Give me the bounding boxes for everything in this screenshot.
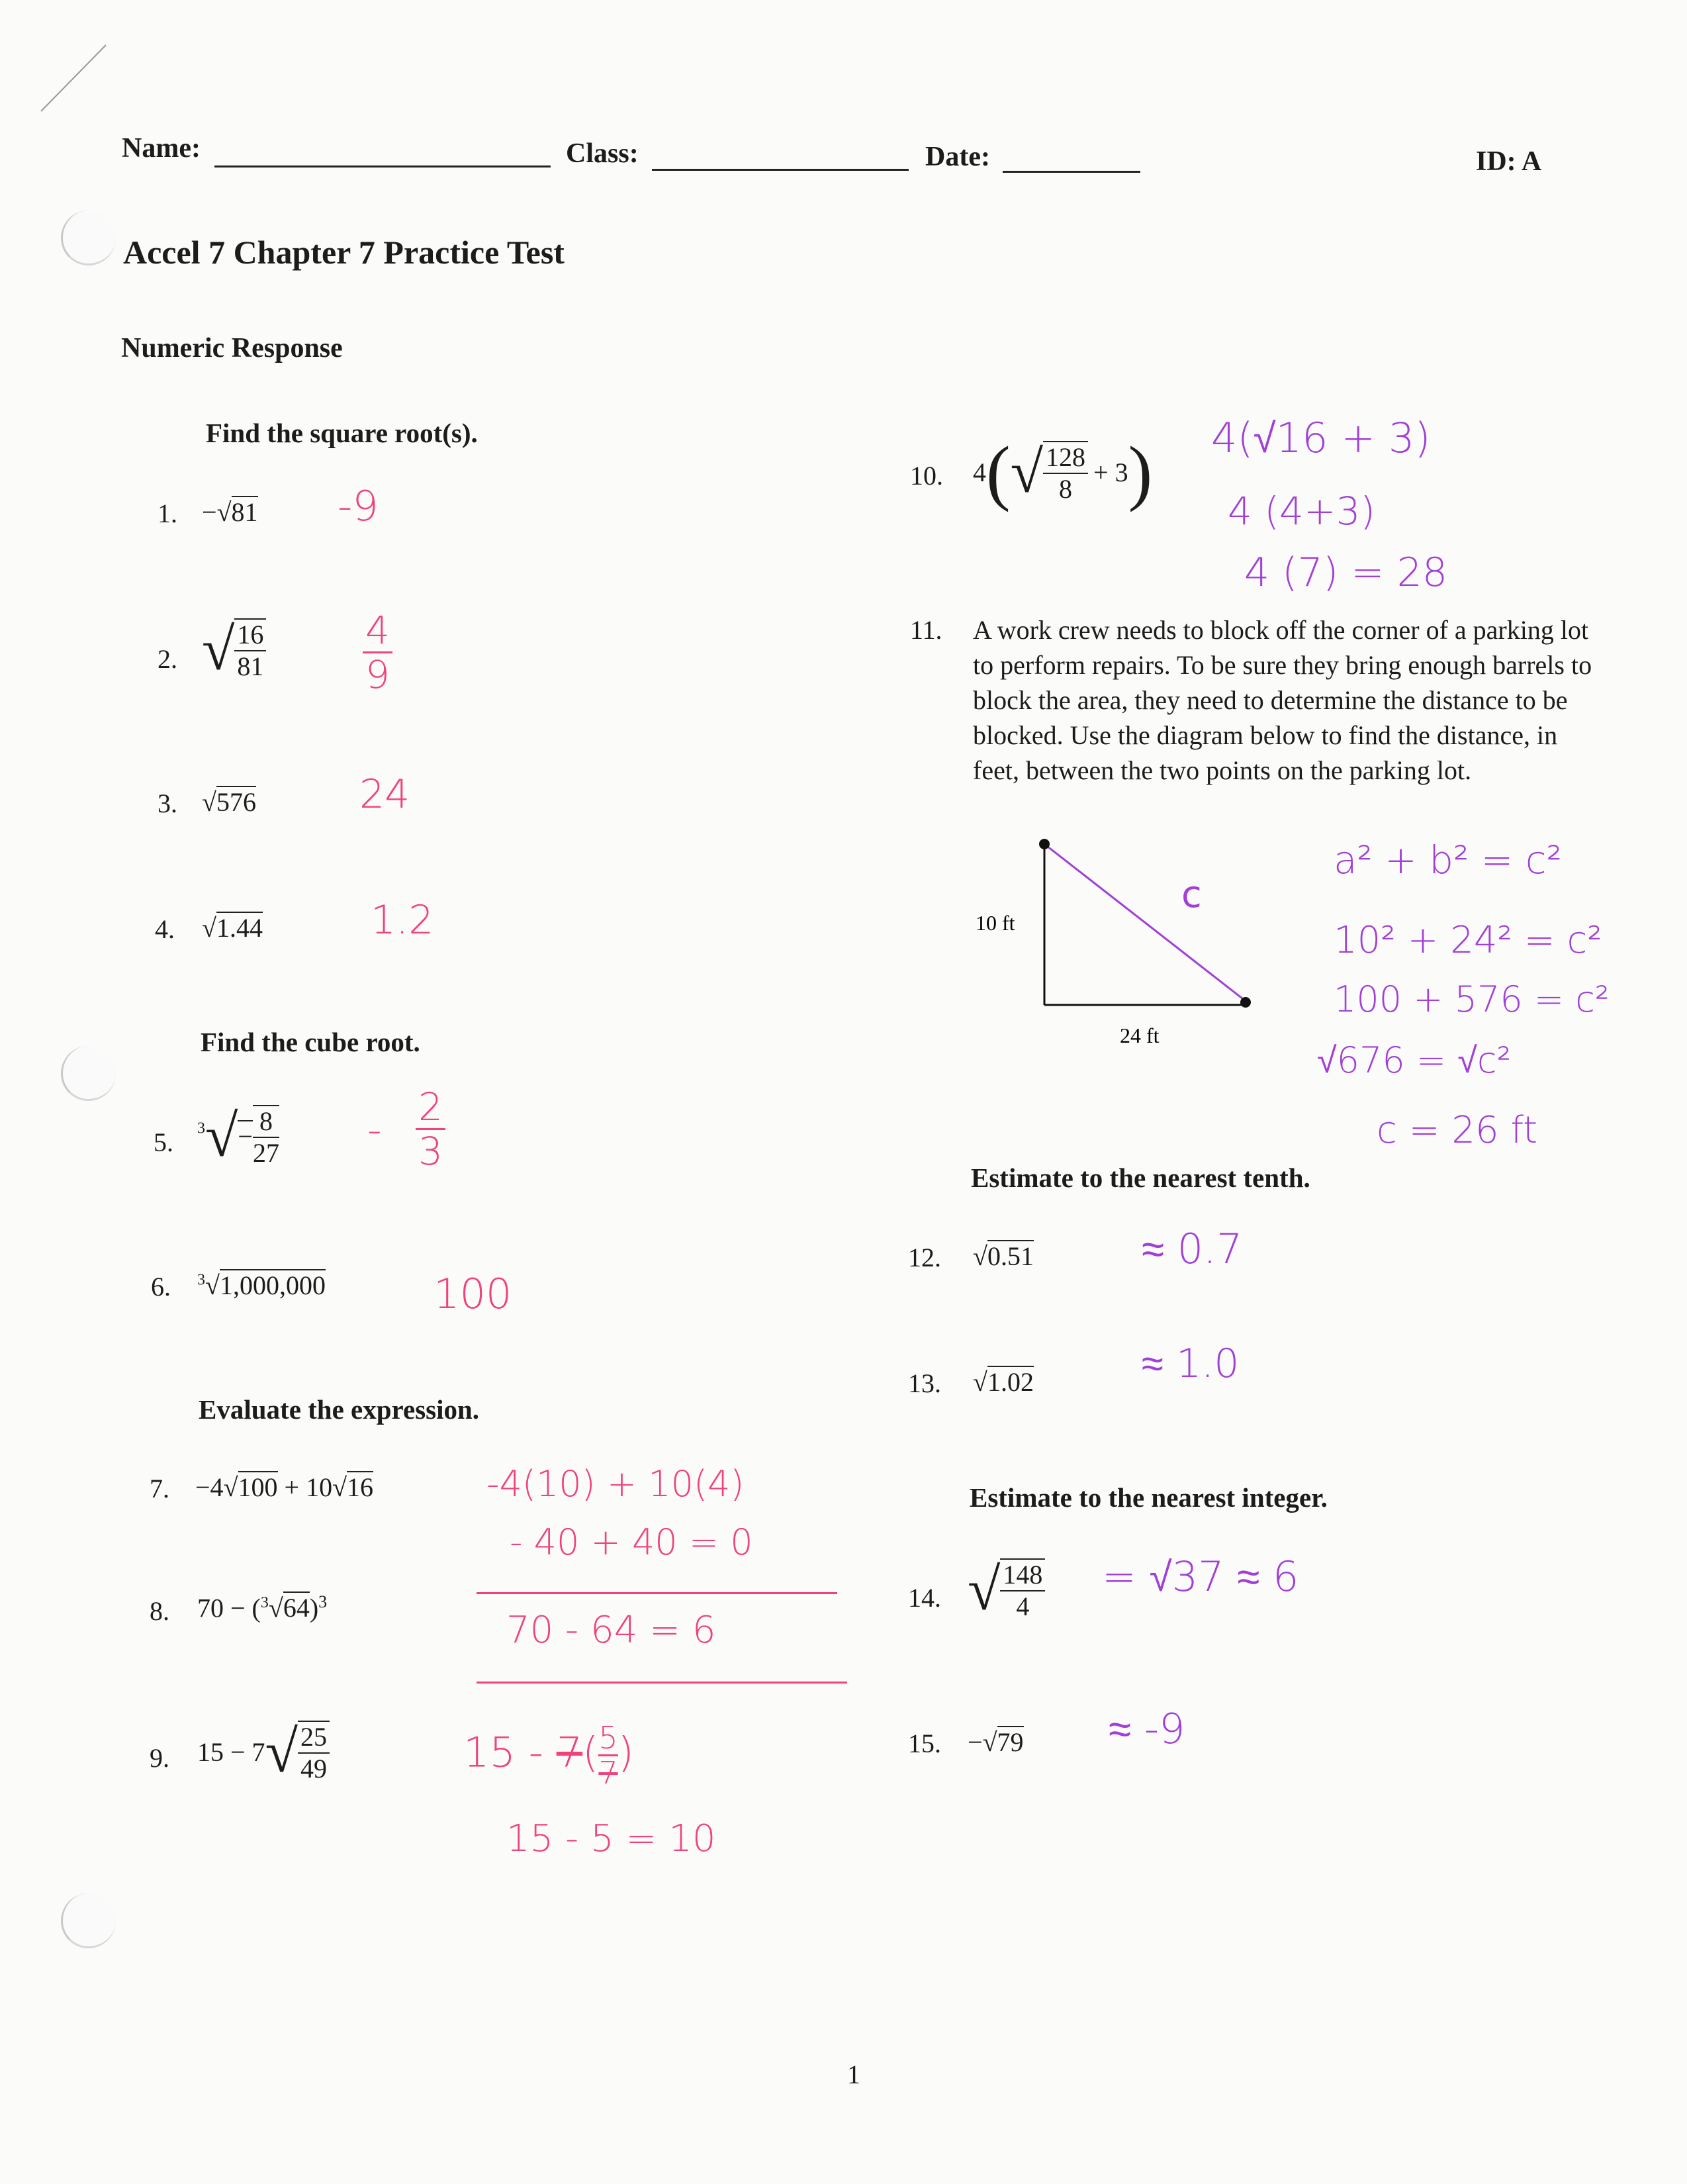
work-line-1: -4(10) + 10(4)	[486, 1463, 745, 1505]
work-line-1: 4(√16 + 3)	[1211, 414, 1431, 462]
radical-sign: √	[268, 1593, 283, 1623]
work-line-2: - 40 + 40 = 0	[510, 1521, 753, 1563]
question-expression	[968, 1556, 1045, 1624]
question-expression	[197, 1270, 326, 1301]
radical-sign: √	[982, 1727, 997, 1757]
id-label: ID: A	[1476, 146, 1542, 177]
right-paren: )	[1128, 432, 1153, 512]
radicand: 79	[997, 1727, 1024, 1757]
denominator: 27	[252, 1137, 279, 1168]
question-expression	[968, 1727, 1024, 1758]
horizontal-label: 24 ft	[1120, 1023, 1160, 1047]
work-line-3: 100 + 576 = c²	[1334, 978, 1610, 1020]
work-text: 15 -	[463, 1728, 543, 1777]
radical-sign: √	[973, 1367, 987, 1397]
radicand: 576	[216, 787, 256, 817]
instruction-nearest-tenth: Estimate to the nearest tenth.	[971, 1163, 1310, 1193]
name-line[interactable]	[214, 166, 551, 167]
radical-sign: √	[332, 1472, 347, 1502]
work-denominator: 7	[598, 1755, 618, 1791]
work-line-5: c = 26 ft	[1377, 1109, 1538, 1152]
question-expression	[195, 1472, 373, 1503]
paren: (	[582, 1728, 599, 1777]
question-expression	[973, 1366, 1034, 1398]
work-line-2: 10² + 24² = c²	[1334, 919, 1602, 962]
answer-numerator: 4	[363, 609, 392, 653]
point-right	[1240, 997, 1251, 1008]
radical-sign: √	[265, 1719, 298, 1785]
radical-sign: √	[968, 1557, 1001, 1623]
numerator: 128	[1043, 442, 1088, 474]
instruction-square-roots: Find the square root(s).	[206, 418, 478, 448]
question-number: 6.	[151, 1272, 171, 1302]
radical-sign: √	[202, 913, 216, 943]
answer: = √37 ≈ 6	[1102, 1552, 1299, 1601]
fraction	[234, 618, 266, 682]
section-heading: Numeric Response	[121, 333, 343, 363]
denominator: 8	[1059, 473, 1073, 504]
denominator: 49	[300, 1753, 327, 1783]
question-expression	[197, 1718, 330, 1786]
question-number: 3.	[158, 788, 177, 818]
separator-line	[477, 1592, 837, 1594]
answer-denominator: 9	[365, 652, 390, 697]
question-expression	[202, 912, 263, 943]
denominator: 4	[1016, 1591, 1030, 1621]
answer: ≈ -9	[1109, 1705, 1185, 1753]
separator-line	[477, 1682, 847, 1684]
page-number: 1	[847, 2060, 860, 2089]
fraction	[1043, 441, 1088, 504]
answer-fraction	[363, 609, 392, 696]
work-line-1: 70 - 64 = 6	[506, 1609, 716, 1652]
radicand-a: 100	[238, 1472, 278, 1502]
question-number: 11.	[910, 615, 942, 645]
question-number: 1.	[158, 499, 177, 528]
work-line-1	[463, 1721, 634, 1789]
date-line[interactable]	[1003, 171, 1140, 173]
radicand: 1,000,000	[219, 1270, 326, 1300]
radical-sign: √	[202, 787, 216, 817]
root-index: 3	[197, 1119, 205, 1137]
question-number: 7.	[150, 1474, 169, 1503]
radicand: 0.51	[987, 1241, 1034, 1271]
radical-sign: √	[216, 497, 232, 527]
root-index: 3	[260, 1594, 269, 1611]
punch-hole-top	[61, 211, 116, 265]
radical-sign: √	[205, 1270, 220, 1300]
work-line-4: √676 = √c²	[1317, 1039, 1512, 1081]
answer: ≈ 0.7	[1142, 1225, 1243, 1273]
question-expression	[197, 1592, 327, 1623]
work-line-1: a² + b² = c²	[1334, 837, 1562, 882]
plus-term: + 3	[1093, 457, 1128, 487]
numerator: 8	[253, 1106, 279, 1138]
instruction-evaluate: Evaluate the expression.	[199, 1394, 480, 1425]
vertical-label: 10 ft	[976, 911, 1015, 935]
question-number: 8.	[150, 1596, 169, 1626]
date-label: Date:	[925, 142, 990, 172]
class-line[interactable]	[652, 169, 909, 171]
question-number: 14.	[908, 1583, 941, 1613]
exponent: 3	[318, 1592, 328, 1611]
question-number: 5.	[154, 1127, 173, 1157]
question-number: 12.	[908, 1243, 941, 1272]
answer: 100	[433, 1270, 512, 1318]
work-line-3: 4 (7) = 28	[1244, 549, 1448, 596]
question-number: 13.	[908, 1368, 941, 1398]
denominator: 81	[237, 651, 264, 681]
instruction-cube-root: Find the cube root.	[201, 1027, 420, 1057]
name-label: Name:	[122, 133, 201, 164]
answer-denominator: 3	[418, 1129, 443, 1174]
answer-numerator: 2	[416, 1086, 445, 1130]
hypotenuse-label: c	[1181, 873, 1202, 916]
minus-sign: −	[202, 497, 217, 527]
answer-sign: -	[367, 1107, 382, 1153]
radicand: 1.44	[216, 913, 263, 943]
answer: 24	[359, 771, 410, 818]
coefficient: 4	[973, 457, 986, 487]
expression-prefix: 70 − (	[197, 1593, 261, 1623]
question-expression	[202, 497, 258, 528]
page-title: Accel 7 Chapter 7 Practice Test	[123, 234, 565, 271]
class-label: Class:	[566, 138, 639, 169]
answer: ≈ 1.0	[1142, 1341, 1240, 1387]
radical-sign: √	[973, 1241, 987, 1271]
radical-sign: √	[1010, 440, 1044, 505]
numerator: 148	[1000, 1560, 1045, 1591]
question-number: 15.	[908, 1729, 941, 1758]
question-expression	[973, 430, 1152, 514]
punch-hole-middle	[61, 1046, 116, 1101]
fraction	[298, 1721, 330, 1784]
point-top	[1039, 839, 1050, 849]
crossed-factor: 7	[556, 1728, 583, 1777]
answer: 1.2	[371, 897, 434, 943]
radicand: 81	[231, 497, 258, 527]
question-expression	[973, 1241, 1034, 1272]
instruction-nearest-integer: Estimate to the nearest integer.	[970, 1482, 1328, 1513]
work-fraction	[598, 1721, 617, 1789]
question-number: 4.	[155, 914, 175, 944]
paren: )	[617, 1728, 634, 1777]
answer: -9	[338, 482, 379, 530]
question-text: A work crew needs to block off the corner of a parking lot to perform repairs. To be sure they bring enough barrels to block the area, they need to determine the distance to be blocked. Use the diagram below to find the distance, in feet, between the two points on the parking lot.	[973, 615, 1592, 785]
left-paren: (	[986, 432, 1011, 512]
root-index: 3	[197, 1271, 205, 1289]
radical-sign: √	[223, 1472, 238, 1502]
close-paren: )	[309, 1593, 319, 1623]
radicand-b: 16	[347, 1472, 374, 1502]
question-expression	[202, 616, 266, 684]
fraction	[253, 1105, 279, 1168]
work-numerator: 5	[598, 1720, 618, 1756]
coefficient: −4	[195, 1472, 224, 1502]
punch-hole-bottom	[61, 1893, 116, 1948]
fraction	[1000, 1558, 1045, 1622]
radical-sign: √	[202, 617, 235, 683]
numerator: 25	[298, 1722, 330, 1754]
answer-fraction	[416, 1086, 445, 1172]
expression-prefix: 15 − 7	[197, 1737, 265, 1767]
question-number: 9.	[150, 1743, 169, 1773]
radicand: 64	[283, 1593, 310, 1623]
pencil-mark	[33, 40, 113, 119]
question-number: 10.	[910, 461, 943, 491]
radical-sign: √	[205, 1104, 238, 1169]
plus-term: + 10	[277, 1472, 333, 1502]
work-line-2: 4 (4+3)	[1228, 489, 1375, 534]
radicand: 1.02	[987, 1367, 1034, 1397]
minus-sign: −	[238, 1121, 253, 1151]
question-number: 2.	[158, 644, 177, 674]
numerator: 16	[234, 620, 266, 651]
work-line-2: 15 - 5 = 10	[506, 1817, 716, 1860]
hypotenuse-line	[1044, 844, 1246, 1001]
question-expression	[202, 786, 256, 818]
question-expression	[197, 1102, 279, 1170]
triangle-diagram	[960, 828, 1277, 1066]
minus-sign: −	[968, 1727, 983, 1757]
